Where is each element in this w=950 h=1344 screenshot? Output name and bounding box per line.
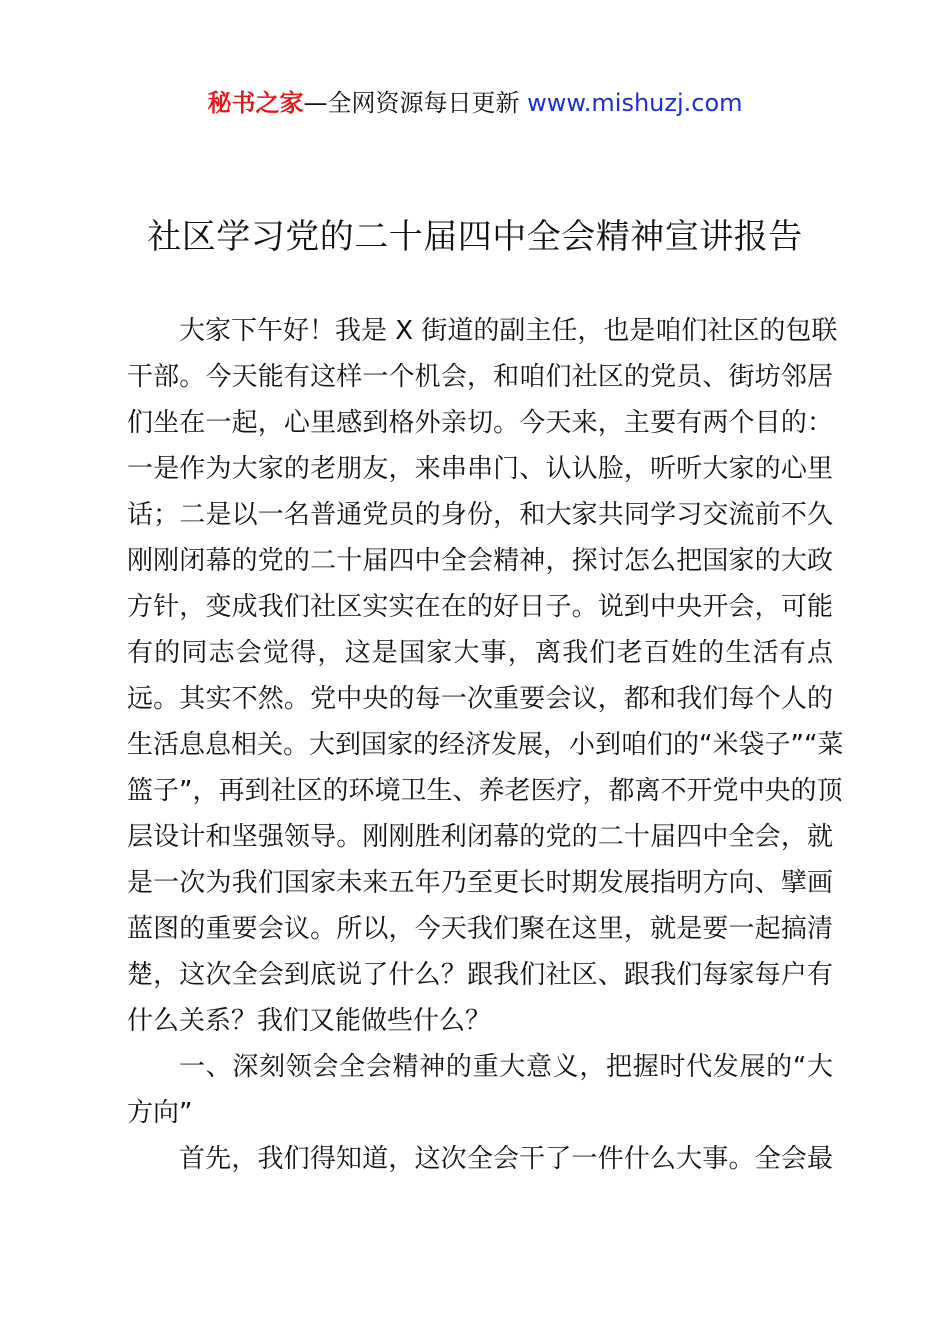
text-line: 生活息息相关。大到国家的经济发展，小到咱们的“米袋子”“菜 (127, 730, 844, 760)
site-header (0, 86, 950, 120)
text-line: 一是作为大家的老朋友，来串串门、认认脸，听听大家的心里 (127, 454, 833, 484)
text-line: 蓝图的重要会议。所以，今天我们聚在这里，就是要一起搞清 (127, 914, 833, 944)
text-line: 干部。今天能有这样一个机会，和咱们社区的党员、街坊邻居 (127, 362, 833, 392)
text-line: 首先，我们得知道，这次全会干了一件什么大事。全会最 (179, 1144, 833, 1174)
text-line: 什么关系？我们又能做些什么？ (127, 1006, 492, 1036)
section-heading-line: 方向” (127, 1098, 193, 1128)
text-line: 远。其实不然。党中央的每一次重要会议，都和我们每个人的 (127, 684, 833, 714)
text-line: 篮子”，再到社区的环境卫生、养老医疗，都离不开党中央的顶 (127, 776, 843, 806)
brand-name: 秘书之家 (207, 89, 304, 117)
section-heading-line: 一、深刻领会全会精神的重大意义，把握时代发展的“大 (179, 1052, 833, 1082)
text-line: 方针，变成我们社区实实在在的好日子。说到中央开会，可能 (127, 592, 833, 622)
text-line: 刚刚闭幕的党的二十届四中全会精神，探讨怎么把国家的大政 (127, 546, 833, 576)
text-line: 是一次为我们国家未来五年乃至更长时期发展指明方向、擘画 (127, 868, 833, 898)
text-line: 有的同志会觉得，这是国家大事，离我们老百姓的生活有点 (127, 638, 833, 668)
header-tagline: —全网资源每日更新 (303, 89, 528, 117)
text-line: 楚，这次全会到底说了什么？跟我们社区、跟我们每家每户有 (127, 960, 833, 990)
site-url-link[interactable]: www.mishuzj.com (527, 89, 743, 117)
text-line: 层设计和坚强领导。刚刚胜利闭幕的党的二十届四中全会，就 (127, 822, 833, 852)
text-line: 话；二是以一名普通党员的身份，和大家共同学习交流前不久 (127, 500, 833, 530)
text-line: 大家下午好！我是 X 街道的副主任，也是咱们社区的包联 (179, 316, 838, 346)
document-title: 社区学习党的二十届四中全会精神宣讲报告 (147, 217, 803, 257)
document-body (127, 308, 844, 1182)
text-line: 们坐在一起，心里感到格外亲切。今天来，主要有两个目的： (127, 408, 833, 438)
